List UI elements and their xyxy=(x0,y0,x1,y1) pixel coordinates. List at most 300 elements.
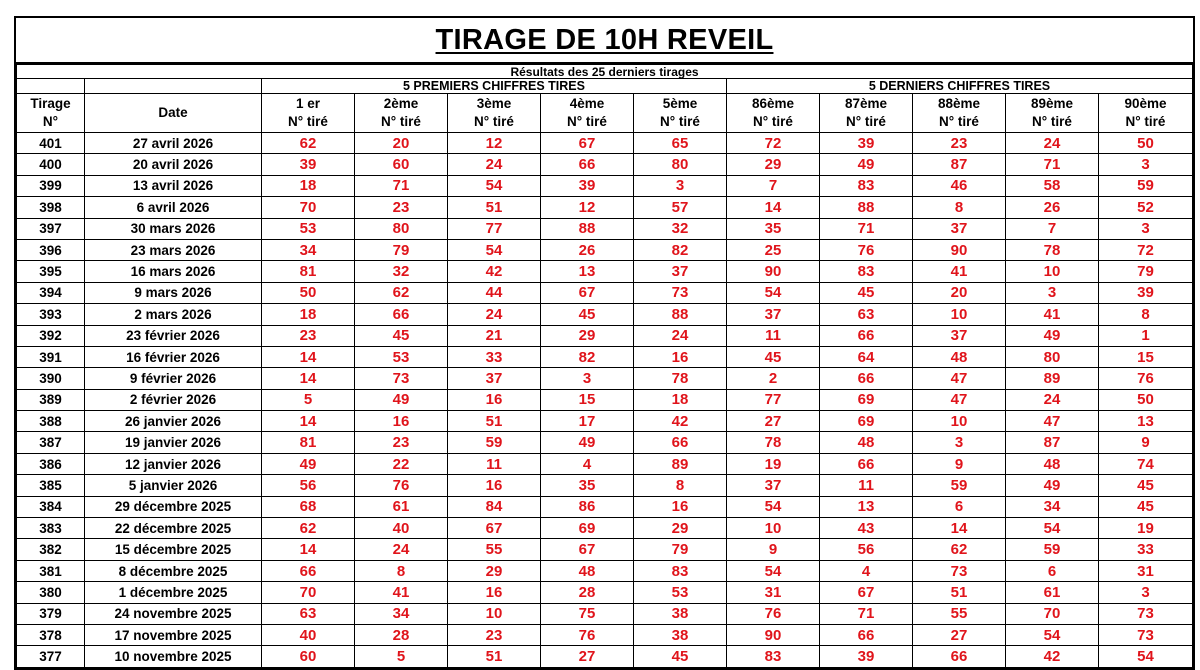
drawn-number-cell: 37 xyxy=(727,304,820,325)
drawn-number-cell: 18 xyxy=(634,389,727,410)
drawn-number-cell: 47 xyxy=(1006,411,1099,432)
header-line2: N° tiré xyxy=(753,114,793,129)
header-line2: N° tiré xyxy=(474,114,514,129)
table-subtitle: Résultats des 25 derniers tirages xyxy=(17,65,1193,79)
table-row xyxy=(17,560,1193,581)
drawn-number-cell: 73 xyxy=(1099,624,1193,645)
drawn-number-cell: 51 xyxy=(448,197,541,218)
draw-number: 396 xyxy=(17,239,85,260)
drawn-number-cell: 76 xyxy=(727,603,820,624)
drawn-number-cell: 37 xyxy=(448,368,541,389)
drawn-number-cell: 67 xyxy=(448,518,541,539)
table-row xyxy=(17,346,1193,367)
draw-date: 13 avril 2026 xyxy=(85,175,262,196)
table-row xyxy=(17,582,1193,603)
drawn-number-cell: 8 xyxy=(913,197,1006,218)
header-line1: 4ème xyxy=(569,96,605,111)
drawn-number-cell: 27 xyxy=(727,411,820,432)
draw-date: 22 décembre 2025 xyxy=(85,518,262,539)
drawn-number-cell: 14 xyxy=(262,411,355,432)
drawn-number-cell: 32 xyxy=(634,218,727,239)
table-row xyxy=(17,496,1193,517)
drawn-number-cell: 42 xyxy=(1006,646,1099,667)
header-line1: 86ème xyxy=(751,96,795,111)
table-row xyxy=(17,539,1193,560)
drawn-number-cell: 79 xyxy=(634,539,727,560)
header-line1: 1 er xyxy=(295,96,321,111)
drawn-number-cell: 59 xyxy=(1006,539,1099,560)
drawn-number-cell: 37 xyxy=(913,325,1006,346)
drawn-number-cell: 31 xyxy=(1099,560,1193,581)
drawn-number-cell: 16 xyxy=(634,346,727,367)
drawn-number-cell: 66 xyxy=(634,432,727,453)
drawn-number-cell: 35 xyxy=(541,475,634,496)
drawn-number-cell: 4 xyxy=(541,453,634,474)
table-row xyxy=(17,368,1193,389)
drawn-number-cell: 67 xyxy=(541,133,634,154)
drawn-number-cell: 23 xyxy=(913,133,1006,154)
drawn-number-cell: 87 xyxy=(913,154,1006,175)
draw-date: 23 février 2026 xyxy=(85,325,262,346)
header-line1: 3ème xyxy=(476,96,512,111)
drawn-number-cell: 62 xyxy=(355,282,448,303)
drawn-number-cell: 66 xyxy=(820,453,913,474)
drawn-number-cell: 50 xyxy=(1099,133,1193,154)
drawn-number-cell: 13 xyxy=(1099,411,1193,432)
draw-number: 400 xyxy=(17,154,85,175)
drawn-number-cell: 63 xyxy=(820,304,913,325)
drawn-number-cell: 71 xyxy=(1006,154,1099,175)
results-table xyxy=(16,64,1193,668)
draw-date: 27 avril 2026 xyxy=(85,133,262,154)
drawn-number-cell: 70 xyxy=(262,582,355,603)
drawn-number-cell: 45 xyxy=(1099,475,1193,496)
drawn-number-cell: 59 xyxy=(448,432,541,453)
results-sheet xyxy=(14,16,1195,670)
table-row xyxy=(17,518,1193,539)
header-line1: 5ème xyxy=(662,96,698,111)
drawn-number-cell: 71 xyxy=(355,175,448,196)
table-row xyxy=(17,325,1193,346)
header-line1: 89ème xyxy=(1030,96,1074,111)
header-col-3 xyxy=(448,94,541,133)
drawn-number-cell: 67 xyxy=(541,539,634,560)
draw-number: 385 xyxy=(17,475,85,496)
drawn-number-cell: 86 xyxy=(541,496,634,517)
table-row xyxy=(17,282,1193,303)
drawn-number-cell: 11 xyxy=(448,453,541,474)
drawn-number-cell: 16 xyxy=(448,389,541,410)
table-row xyxy=(17,197,1193,218)
drawn-number-cell: 4 xyxy=(820,560,913,581)
drawn-number-cell: 66 xyxy=(913,646,1006,667)
drawn-number-cell: 37 xyxy=(727,475,820,496)
drawn-number-cell: 24 xyxy=(1006,389,1099,410)
drawn-number-cell: 38 xyxy=(634,603,727,624)
table-row xyxy=(17,646,1193,667)
drawn-number-cell: 64 xyxy=(820,346,913,367)
drawn-number-cell: 33 xyxy=(1099,539,1193,560)
drawn-number-cell: 54 xyxy=(448,175,541,196)
drawn-number-cell: 76 xyxy=(1099,368,1193,389)
drawn-number-cell: 83 xyxy=(634,560,727,581)
drawn-number-cell: 76 xyxy=(820,239,913,260)
drawn-number-cell: 90 xyxy=(727,261,820,282)
drawn-number-cell: 66 xyxy=(541,154,634,175)
drawn-number-cell: 55 xyxy=(913,603,1006,624)
drawn-number-cell: 39 xyxy=(820,133,913,154)
drawn-number-cell: 37 xyxy=(913,218,1006,239)
title-box xyxy=(16,18,1193,64)
drawn-number-cell: 59 xyxy=(1099,175,1193,196)
drawn-number-cell: 66 xyxy=(820,325,913,346)
draw-date: 1 décembre 2025 xyxy=(85,582,262,603)
drawn-number-cell: 57 xyxy=(634,197,727,218)
drawn-number-cell: 34 xyxy=(1006,496,1099,517)
drawn-number-cell: 10 xyxy=(448,603,541,624)
drawn-number-cell: 73 xyxy=(355,368,448,389)
drawn-number-cell: 66 xyxy=(355,304,448,325)
header-col-7 xyxy=(820,94,913,133)
drawn-number-cell: 88 xyxy=(820,197,913,218)
table-row xyxy=(17,432,1193,453)
drawn-number-cell: 31 xyxy=(727,582,820,603)
header-date: Date xyxy=(85,94,262,133)
draw-number: 398 xyxy=(17,197,85,218)
drawn-number-cell: 29 xyxy=(634,518,727,539)
drawn-number-cell: 45 xyxy=(634,646,727,667)
header-col-4 xyxy=(541,94,634,133)
draw-date: 5 janvier 2026 xyxy=(85,475,262,496)
drawn-number-cell: 14 xyxy=(262,346,355,367)
drawn-number-cell: 16 xyxy=(355,411,448,432)
drawn-number-cell: 5 xyxy=(262,389,355,410)
draw-number: 401 xyxy=(17,133,85,154)
drawn-number-cell: 29 xyxy=(727,154,820,175)
drawn-number-cell: 3 xyxy=(1006,282,1099,303)
drawn-number-cell: 45 xyxy=(1099,496,1193,517)
drawn-number-cell: 46 xyxy=(913,175,1006,196)
drawn-number-cell: 45 xyxy=(355,325,448,346)
drawn-number-cell: 12 xyxy=(541,197,634,218)
draw-number: 387 xyxy=(17,432,85,453)
drawn-number-cell: 21 xyxy=(448,325,541,346)
drawn-number-cell: 49 xyxy=(541,432,634,453)
drawn-number-cell: 7 xyxy=(1006,218,1099,239)
drawn-number-cell: 67 xyxy=(541,282,634,303)
table-row xyxy=(17,411,1193,432)
group-last-numbers: 5 DERNIERS CHIFFRES TIRES xyxy=(727,79,1193,94)
drawn-number-cell: 49 xyxy=(262,453,355,474)
blank-cell xyxy=(17,79,85,94)
draw-number: 390 xyxy=(17,368,85,389)
draw-date: 15 décembre 2025 xyxy=(85,539,262,560)
drawn-number-cell: 80 xyxy=(634,154,727,175)
draw-number: 399 xyxy=(17,175,85,196)
drawn-number-cell: 90 xyxy=(913,239,1006,260)
drawn-number-cell: 73 xyxy=(634,282,727,303)
drawn-number-cell: 73 xyxy=(1099,603,1193,624)
drawn-number-cell: 39 xyxy=(541,175,634,196)
drawn-number-cell: 83 xyxy=(820,261,913,282)
drawn-number-cell: 42 xyxy=(448,261,541,282)
table-row xyxy=(17,154,1193,175)
drawn-number-cell: 74 xyxy=(1099,453,1193,474)
drawn-number-cell: 34 xyxy=(262,239,355,260)
header-line1: 88ème xyxy=(937,96,981,111)
drawn-number-cell: 38 xyxy=(634,624,727,645)
header-line1: 87ème xyxy=(844,96,888,111)
header-col-6 xyxy=(727,94,820,133)
drawn-number-cell: 48 xyxy=(913,346,1006,367)
header-line2: N° tiré xyxy=(567,114,607,129)
drawn-number-cell: 9 xyxy=(913,453,1006,474)
draw-date: 26 janvier 2026 xyxy=(85,411,262,432)
drawn-number-cell: 24 xyxy=(448,304,541,325)
drawn-number-cell: 79 xyxy=(1099,261,1193,282)
drawn-number-cell: 11 xyxy=(820,475,913,496)
drawn-number-cell: 66 xyxy=(262,560,355,581)
header-col-5 xyxy=(634,94,727,133)
drawn-number-cell: 66 xyxy=(820,624,913,645)
drawn-number-cell: 56 xyxy=(820,539,913,560)
header-line2: N° tiré xyxy=(381,114,421,129)
draw-number: 389 xyxy=(17,389,85,410)
drawn-number-cell: 6 xyxy=(913,496,1006,517)
drawn-number-cell: 12 xyxy=(448,133,541,154)
drawn-number-cell: 80 xyxy=(355,218,448,239)
drawn-number-cell: 72 xyxy=(727,133,820,154)
drawn-number-cell: 55 xyxy=(448,539,541,560)
drawn-number-cell: 77 xyxy=(727,389,820,410)
drawn-number-cell: 53 xyxy=(355,346,448,367)
drawn-number-cell: 26 xyxy=(541,239,634,260)
drawn-number-cell: 39 xyxy=(820,646,913,667)
draw-number: 394 xyxy=(17,282,85,303)
draw-date: 10 novembre 2025 xyxy=(85,646,262,667)
drawn-number-cell: 45 xyxy=(541,304,634,325)
draw-date: 20 avril 2026 xyxy=(85,154,262,175)
drawn-number-cell: 61 xyxy=(1006,582,1099,603)
drawn-number-cell: 8 xyxy=(355,560,448,581)
drawn-number-cell: 58 xyxy=(1006,175,1099,196)
table-row xyxy=(17,603,1193,624)
draw-number: 377 xyxy=(17,646,85,667)
drawn-number-cell: 17 xyxy=(541,411,634,432)
header-tirage-line1: Tirage xyxy=(30,96,71,111)
drawn-number-cell: 41 xyxy=(355,582,448,603)
drawn-number-cell: 81 xyxy=(262,261,355,282)
draw-date: 9 mars 2026 xyxy=(85,282,262,303)
drawn-number-cell: 13 xyxy=(541,261,634,282)
drawn-number-cell: 48 xyxy=(541,560,634,581)
drawn-number-cell: 50 xyxy=(1099,389,1193,410)
drawn-number-cell: 79 xyxy=(355,239,448,260)
drawn-number-cell: 75 xyxy=(541,603,634,624)
draw-date: 23 mars 2026 xyxy=(85,239,262,260)
drawn-number-cell: 26 xyxy=(1006,197,1099,218)
drawn-number-cell: 19 xyxy=(1099,518,1193,539)
drawn-number-cell: 7 xyxy=(727,175,820,196)
table-row xyxy=(17,261,1193,282)
drawn-number-cell: 27 xyxy=(541,646,634,667)
drawn-number-cell: 67 xyxy=(820,582,913,603)
drawn-number-cell: 27 xyxy=(913,624,1006,645)
drawn-number-cell: 11 xyxy=(727,325,820,346)
drawn-number-cell: 62 xyxy=(913,539,1006,560)
table-row xyxy=(17,453,1193,474)
drawn-number-cell: 3 xyxy=(634,175,727,196)
drawn-number-cell: 14 xyxy=(262,539,355,560)
drawn-number-cell: 59 xyxy=(913,475,1006,496)
draw-date: 2 mars 2026 xyxy=(85,304,262,325)
page-title: TIRAGE DE 10H REVEIL xyxy=(435,23,774,56)
drawn-number-cell: 54 xyxy=(727,496,820,517)
drawn-number-cell: 32 xyxy=(355,261,448,282)
drawn-number-cell: 9 xyxy=(727,539,820,560)
drawn-number-cell: 41 xyxy=(1006,304,1099,325)
drawn-number-cell: 70 xyxy=(262,197,355,218)
header-tirage-line2: N° xyxy=(42,114,59,129)
table-row xyxy=(17,389,1193,410)
drawn-number-cell: 35 xyxy=(727,218,820,239)
drawn-number-cell: 88 xyxy=(541,218,634,239)
drawn-number-cell: 23 xyxy=(355,197,448,218)
drawn-number-cell: 19 xyxy=(727,453,820,474)
group-first-numbers: 5 PREMIERS CHIFFRES TIRES xyxy=(262,79,727,94)
drawn-number-cell: 82 xyxy=(541,346,634,367)
drawn-number-cell: 78 xyxy=(634,368,727,389)
drawn-number-cell: 39 xyxy=(262,154,355,175)
drawn-number-cell: 89 xyxy=(1006,368,1099,389)
drawn-number-cell: 63 xyxy=(262,603,355,624)
drawn-number-cell: 56 xyxy=(262,475,355,496)
drawn-number-cell: 33 xyxy=(448,346,541,367)
drawn-number-cell: 16 xyxy=(634,496,727,517)
drawn-number-cell: 73 xyxy=(913,560,1006,581)
draw-date: 9 février 2026 xyxy=(85,368,262,389)
drawn-number-cell: 78 xyxy=(727,432,820,453)
draw-number: 397 xyxy=(17,218,85,239)
drawn-number-cell: 54 xyxy=(727,282,820,303)
draw-number: 386 xyxy=(17,453,85,474)
drawn-number-cell: 61 xyxy=(355,496,448,517)
drawn-number-cell: 65 xyxy=(634,133,727,154)
drawn-number-cell: 49 xyxy=(355,389,448,410)
header-line2: N° tiré xyxy=(939,114,979,129)
drawn-number-cell: 14 xyxy=(913,518,1006,539)
table-row xyxy=(17,218,1193,239)
drawn-number-cell: 84 xyxy=(448,496,541,517)
drawn-number-cell: 1 xyxy=(1099,325,1193,346)
drawn-number-cell: 39 xyxy=(1099,282,1193,303)
draw-date: 2 février 2026 xyxy=(85,389,262,410)
drawn-number-cell: 10 xyxy=(913,304,1006,325)
drawn-number-cell: 23 xyxy=(262,325,355,346)
draw-number: 380 xyxy=(17,582,85,603)
drawn-number-cell: 83 xyxy=(820,175,913,196)
draw-number: 381 xyxy=(17,560,85,581)
drawn-number-cell: 72 xyxy=(1099,239,1193,260)
drawn-number-cell: 18 xyxy=(262,175,355,196)
drawn-number-cell: 40 xyxy=(262,624,355,645)
drawn-number-cell: 28 xyxy=(541,582,634,603)
drawn-number-cell: 20 xyxy=(913,282,1006,303)
drawn-number-cell: 3 xyxy=(1099,218,1193,239)
draw-date: 12 janvier 2026 xyxy=(85,453,262,474)
draw-number: 392 xyxy=(17,325,85,346)
drawn-number-cell: 13 xyxy=(820,496,913,517)
drawn-number-cell: 88 xyxy=(634,304,727,325)
drawn-number-cell: 60 xyxy=(262,646,355,667)
draw-date: 30 mars 2026 xyxy=(85,218,262,239)
drawn-number-cell: 81 xyxy=(262,432,355,453)
drawn-number-cell: 10 xyxy=(727,518,820,539)
drawn-number-cell: 89 xyxy=(634,453,727,474)
header-line2: N° tiré xyxy=(1125,114,1166,129)
drawn-number-cell: 3 xyxy=(1099,154,1193,175)
drawn-number-cell: 53 xyxy=(262,218,355,239)
drawn-number-cell: 3 xyxy=(1099,582,1193,603)
drawn-number-cell: 43 xyxy=(820,518,913,539)
header-col-8 xyxy=(913,94,1006,133)
drawn-number-cell: 90 xyxy=(727,624,820,645)
drawn-number-cell: 25 xyxy=(727,239,820,260)
drawn-number-cell: 14 xyxy=(727,197,820,218)
blank-cell xyxy=(85,79,262,94)
drawn-number-cell: 54 xyxy=(1099,646,1193,667)
drawn-number-cell: 14 xyxy=(262,368,355,389)
drawn-number-cell: 71 xyxy=(820,603,913,624)
draw-date: 16 février 2026 xyxy=(85,346,262,367)
drawn-number-cell: 29 xyxy=(448,560,541,581)
drawn-number-cell: 44 xyxy=(448,282,541,303)
drawn-number-cell: 50 xyxy=(262,282,355,303)
drawn-number-cell: 18 xyxy=(262,304,355,325)
drawn-number-cell: 53 xyxy=(634,582,727,603)
draw-number: 378 xyxy=(17,624,85,645)
drawn-number-cell: 10 xyxy=(1006,261,1099,282)
drawn-number-cell: 5 xyxy=(355,646,448,667)
header-col-1 xyxy=(262,94,355,133)
drawn-number-cell: 71 xyxy=(820,218,913,239)
drawn-number-cell: 41 xyxy=(913,261,1006,282)
draw-date: 29 décembre 2025 xyxy=(85,496,262,517)
drawn-number-cell: 42 xyxy=(634,411,727,432)
header-line2: N° tiré xyxy=(660,114,700,129)
drawn-number-cell: 48 xyxy=(1006,453,1099,474)
drawn-number-cell: 66 xyxy=(820,368,913,389)
header-line1: 90ème xyxy=(1124,96,1167,111)
draw-number: 383 xyxy=(17,518,85,539)
draw-number: 395 xyxy=(17,261,85,282)
drawn-number-cell: 76 xyxy=(541,624,634,645)
draw-number: 379 xyxy=(17,603,85,624)
drawn-number-cell: 54 xyxy=(727,560,820,581)
drawn-number-cell: 82 xyxy=(634,239,727,260)
header-col-9 xyxy=(1006,94,1099,133)
drawn-number-cell: 24 xyxy=(355,539,448,560)
header-line2: N° tiré xyxy=(846,114,886,129)
column-header-row xyxy=(17,94,1193,133)
drawn-number-cell: 23 xyxy=(355,432,448,453)
table-row xyxy=(17,133,1193,154)
drawn-number-cell: 9 xyxy=(1099,432,1193,453)
drawn-number-cell: 51 xyxy=(448,411,541,432)
drawn-number-cell: 3 xyxy=(541,368,634,389)
drawn-number-cell: 87 xyxy=(1006,432,1099,453)
table-row xyxy=(17,239,1193,260)
